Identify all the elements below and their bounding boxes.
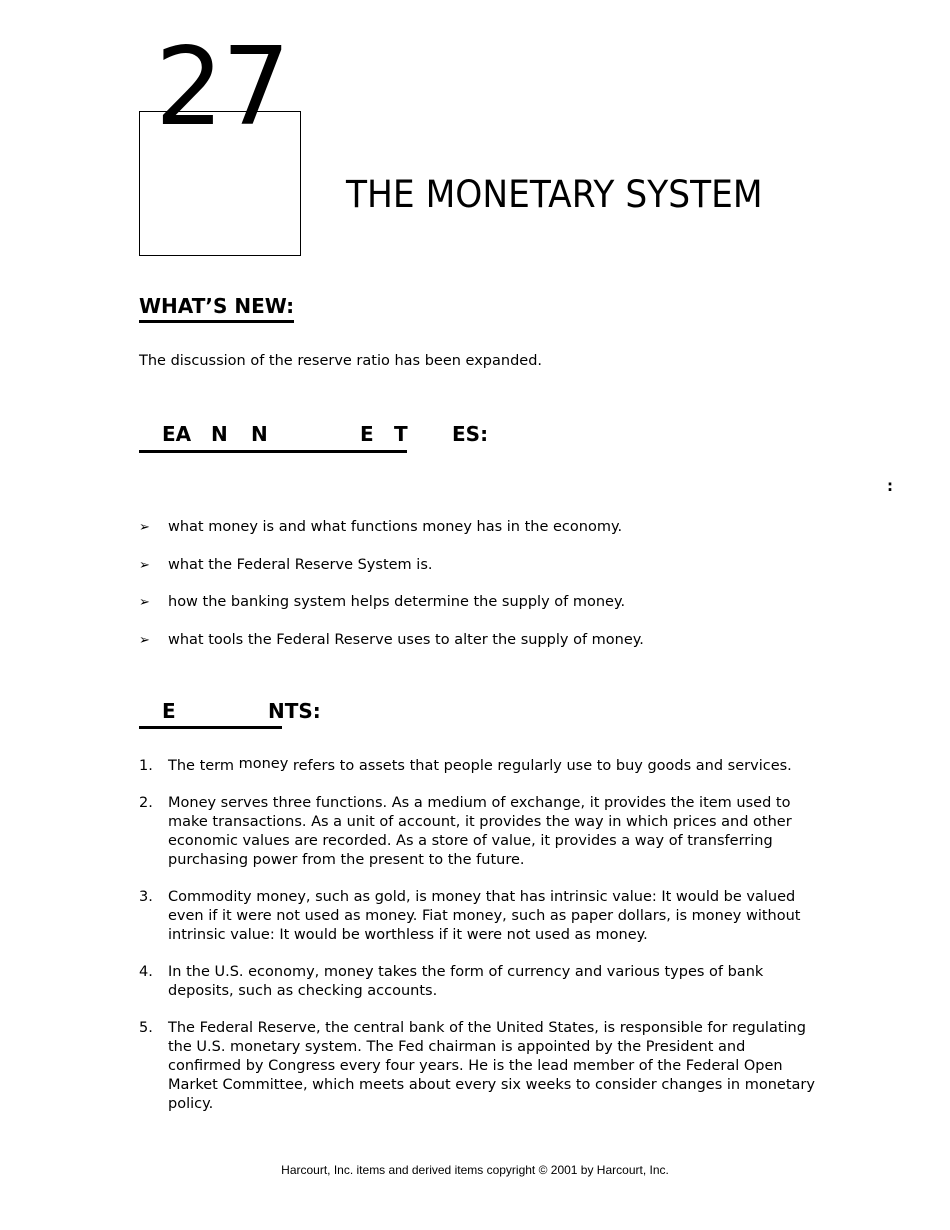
whats-new-text: The discussion of the reserve ratio has been expanded. (139, 353, 543, 369)
arrow-bullet-icon: ➢ (139, 595, 150, 610)
arrow-bullet-icon: ➢ (139, 633, 150, 648)
key-points-heading-part: E (162, 699, 176, 723)
defined-term: money (238, 756, 289, 772)
objectives-underline (139, 450, 407, 453)
objectives-heading-part: N (211, 422, 228, 446)
objectives-heading-part: T (394, 422, 408, 446)
whats-new-underline (139, 320, 294, 323)
whats-new-heading: WHAT’S NEW: (139, 294, 295, 318)
arrow-bullet-icon: ➢ (139, 520, 150, 535)
arrow-bullet-icon: ➢ (139, 558, 150, 573)
chapter-title: THE MONETARY SYSTEM (346, 173, 763, 216)
chapter-number: 27 (155, 25, 289, 150)
stray-colon: : (887, 477, 893, 495)
objectives-heading-part: N (251, 422, 268, 446)
objectives-heading-part: E (360, 422, 374, 446)
objectives-heading-part: ES: (452, 422, 489, 446)
key-points-underline (139, 726, 282, 729)
copyright-footer: Harcourt, Inc. items and derived items copyright © 2001 by Harcourt, Inc. (281, 1163, 669, 1177)
key-points-heading-part: NTS: (268, 699, 321, 723)
objectives-heading-part: EA (162, 422, 192, 446)
